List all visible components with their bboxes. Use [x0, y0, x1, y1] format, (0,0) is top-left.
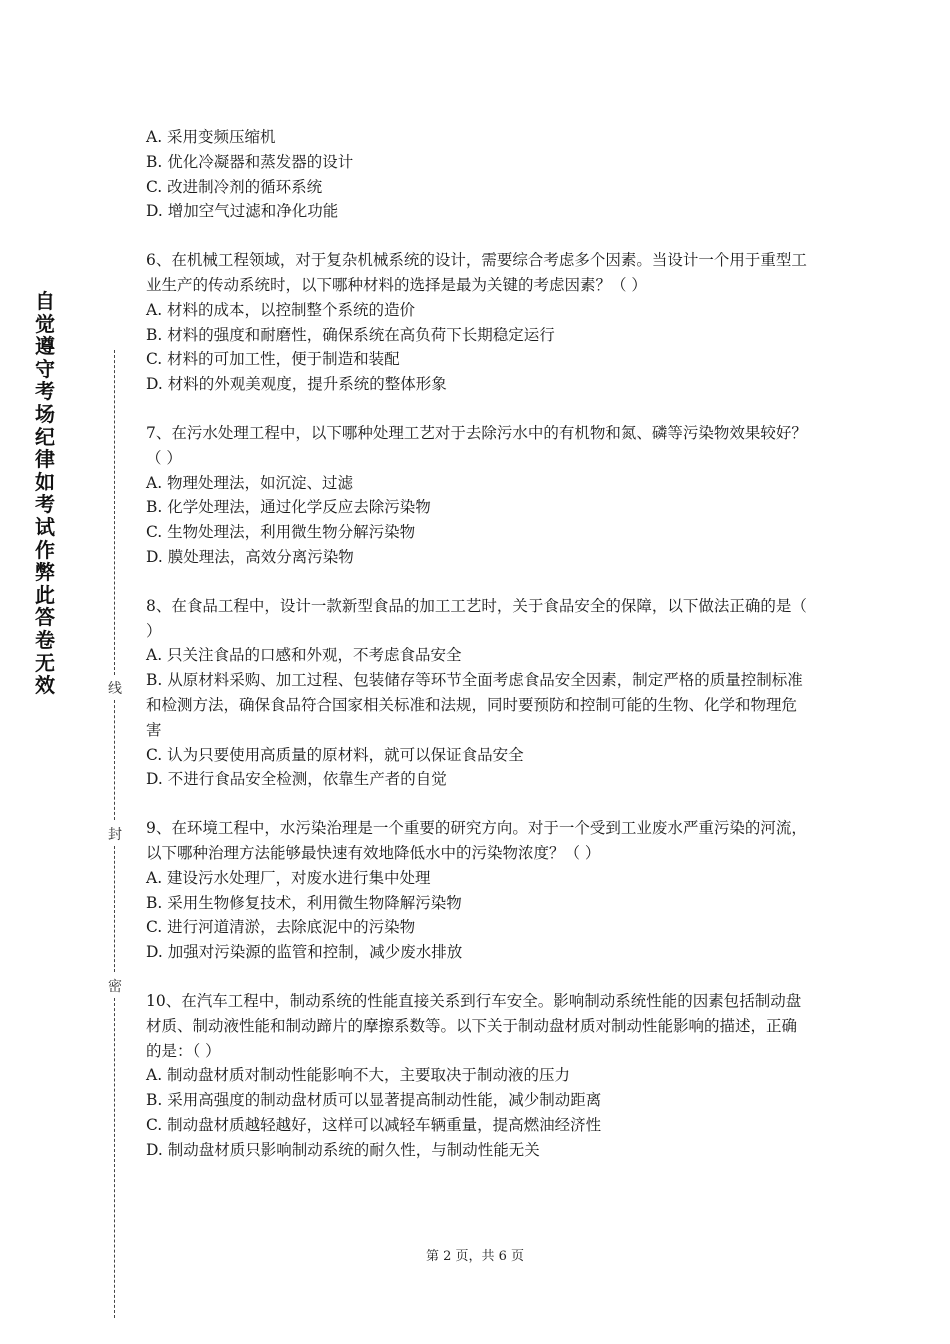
option-c: C. 材料的可加工性，便于制造和装配 [146, 350, 400, 369]
question-stem: 10、在汽车工程中，制动系统的性能直接关系到行车安全。影响制动系统性能的因素包括制动盘材质、制动液性能和制动蹄片的摩擦系数等。以下关于制动盘材质对制动性能影响的描述，正确的是：（ ） [146, 991, 802, 1060]
option-a: A. 物理处理法，如沉淀、过滤 [146, 473, 354, 492]
option-a: A. 只关注食品的口感和外观，不考虑食品安全 [146, 646, 462, 665]
question-6 [146, 248, 810, 397]
option-b: B. 优化冷凝器和蒸发器的设计 [146, 152, 354, 171]
option-d: D. 加强对污染源的监管和控制，减少废水排放 [146, 943, 463, 962]
option-d: D. 材料的外观美观度，提升系统的整体形象 [146, 375, 447, 394]
exam-discipline-notice: 自觉遵守考场纪律如考试作弊此答卷无效 [35, 289, 55, 698]
option-c: C. 制动盘材质越轻越好，这样可以减轻车辆重量，提高燃油经济性 [146, 1115, 602, 1134]
question-stem: 9、在环境工程中，水污染治理是一个重要的研究方向。对于一个受到工业废水严重污染的河流，以下哪种治理方法能够最快速有效地降低水中的污染物浓度？（ ） [146, 819, 807, 862]
question-10 [146, 989, 810, 1163]
question-7 [146, 421, 810, 570]
question-stem: 6、在机械工程领域，对于复杂机械系统的设计，需要综合考虑多个因素。当设计一个用于重型工业生产的传动系统时，以下哪种材料的选择是最为关键的考虑因素？（ ） [146, 251, 807, 294]
option-c: C. 进行河道清淤，去除底泥中的污染物 [146, 918, 416, 937]
option-c: C. 生物处理法，利用微生物分解污染物 [146, 523, 416, 542]
option-d: D. 膜处理法，高效分离污染物 [146, 547, 354, 566]
question-8 [146, 594, 810, 792]
option-a: A. 建设污水处理厂，对废水进行集中处理 [146, 868, 431, 887]
question-9 [146, 816, 810, 965]
option-d: D. 不进行食品安全检测，依靠生产者的自觉 [146, 770, 447, 789]
option-c: C. 认为只要使用高质量的原材料，就可以保证食品安全 [146, 745, 524, 764]
binding-label-line: 线 [108, 681, 122, 697]
option-d: D. 增加空气过滤和净化功能 [146, 202, 339, 221]
question-stem: 7、在污水处理工程中，以下哪种处理工艺对于去除污水中的有机物和氮、磷等污染物效果较好？（ ） [146, 423, 807, 467]
option-b: B. 从原材料采购、加工过程、包装储存等环节全面考虑食品安全因素，制定严格的质量控制标准和检测方法，确保食品符合国家相关标准和法规，同时要预防和控制可能的生物、化学和物理危害 [146, 671, 803, 739]
binding-label-seal: 封 [108, 827, 122, 843]
option-b: B. 材料的强度和耐磨性，确保系统在高负荷下长期稳定运行 [146, 325, 555, 344]
binding-label-secret: 密 [108, 979, 122, 995]
option-b: B. 采用高强度的制动盘材质可以显著提高制动性能，减少制动距离 [146, 1091, 602, 1110]
page-number: 第 2 页，共 6 页 [425, 1249, 525, 1264]
option-d: D. 制动盘材质只影响制动系统的耐久性，与制动性能无关 [146, 1140, 540, 1159]
option-b: B. 化学处理法，通过化学反应去除污染物 [146, 498, 431, 517]
binding-dash-bottom [114, 998, 115, 1318]
option-c: C. 改进制冷剂的循环系统 [146, 177, 323, 196]
question-stem: 8、在食品工程中，设计一款新型食品的加工工艺时，关于食品安全的保障，以下做法正确的是（ ） [146, 596, 807, 640]
option-a: A. 制动盘材质对制动性能影响不大，主要取决于制动液的压力 [146, 1066, 571, 1085]
question-list [146, 125, 810, 1186]
option-b: B. 采用生物修复技术，利用微生物降解污染物 [146, 893, 462, 912]
question-5-continued [146, 125, 810, 224]
option-a: A. 采用变频压缩机 [146, 128, 276, 146]
binding-line [108, 350, 122, 1320]
binding-dash-mid-1 [114, 700, 115, 820]
binding-dash-top [114, 350, 115, 675]
option-a: A. 材料的成本，以控制整个系统的造价 [146, 300, 416, 319]
binding-dash-mid-2 [114, 846, 115, 972]
